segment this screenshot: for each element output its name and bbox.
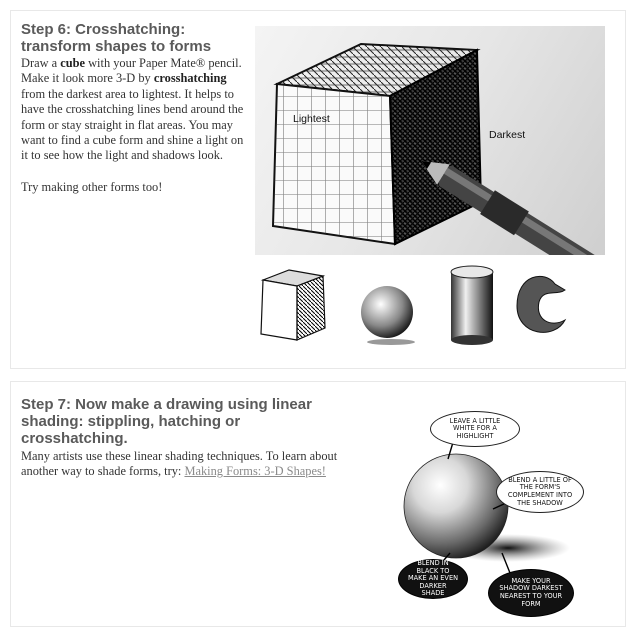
- step7-heading: Step 7: Now make a drawing using linear shading: stippling, hatching or crosshatching.: [21, 396, 312, 447]
- lightest-label: Lightest: [293, 113, 330, 125]
- sphere-shading-illustration: [398, 405, 583, 622]
- sphere-icon: [361, 286, 415, 345]
- making-forms-link[interactable]: Making Forms: 3-D Shapes!: [184, 464, 326, 479]
- step6-paragraph: Draw a cube with your Paper Mate® pencil. Make it look more 3-D by crosshatching from the darkest area to lightest. It helps to have the crosshatching lines bend around the form or stay straight in flat areas. You may want to find a cube form and shine a light on it to see how the light and shadows look.: [21, 56, 244, 163]
- complement-callout: BLEND A LITTLE OF THE FORM'S COMPLEMENT INTO THE SHADOW: [496, 471, 584, 513]
- step7-body: Many artists use these linear shading techniques. To learn about another way to shade forms, try: Making Forms: 3-D Shapes!: [21, 449, 338, 479]
- shape-examples: [255, 262, 605, 350]
- step6-heading: Step 6: Crosshatching: transform shapes to forms: [21, 21, 212, 55]
- cube-keyword: cube: [60, 56, 86, 70]
- crosshatching-keyword: crosshatching: [153, 71, 227, 86]
- cylinder-icon: [451, 266, 493, 345]
- crosshatch-cube-drawing: [255, 26, 605, 255]
- cube-icon: [261, 270, 325, 340]
- crescent-icon: [517, 276, 565, 332]
- crosshatch-cube-photo: [255, 26, 605, 255]
- black-blend-callout: BLEND IN BLACK TO MAKE AN EVEN DARKER SHADE: [398, 559, 468, 599]
- shaded-sphere: [404, 454, 508, 558]
- highlight-callout: LEAVE A LITTLE WHITE FOR A HIGHLIGHT: [430, 411, 520, 447]
- shadow-callout: MAKE YOUR SHADOW DARKEST NEAREST TO YOUR FORM: [488, 569, 574, 617]
- darkest-label: Darkest: [489, 129, 526, 141]
- step6-body: [21, 56, 249, 195]
- step6-try-text: Try making other forms too!: [21, 179, 163, 194]
